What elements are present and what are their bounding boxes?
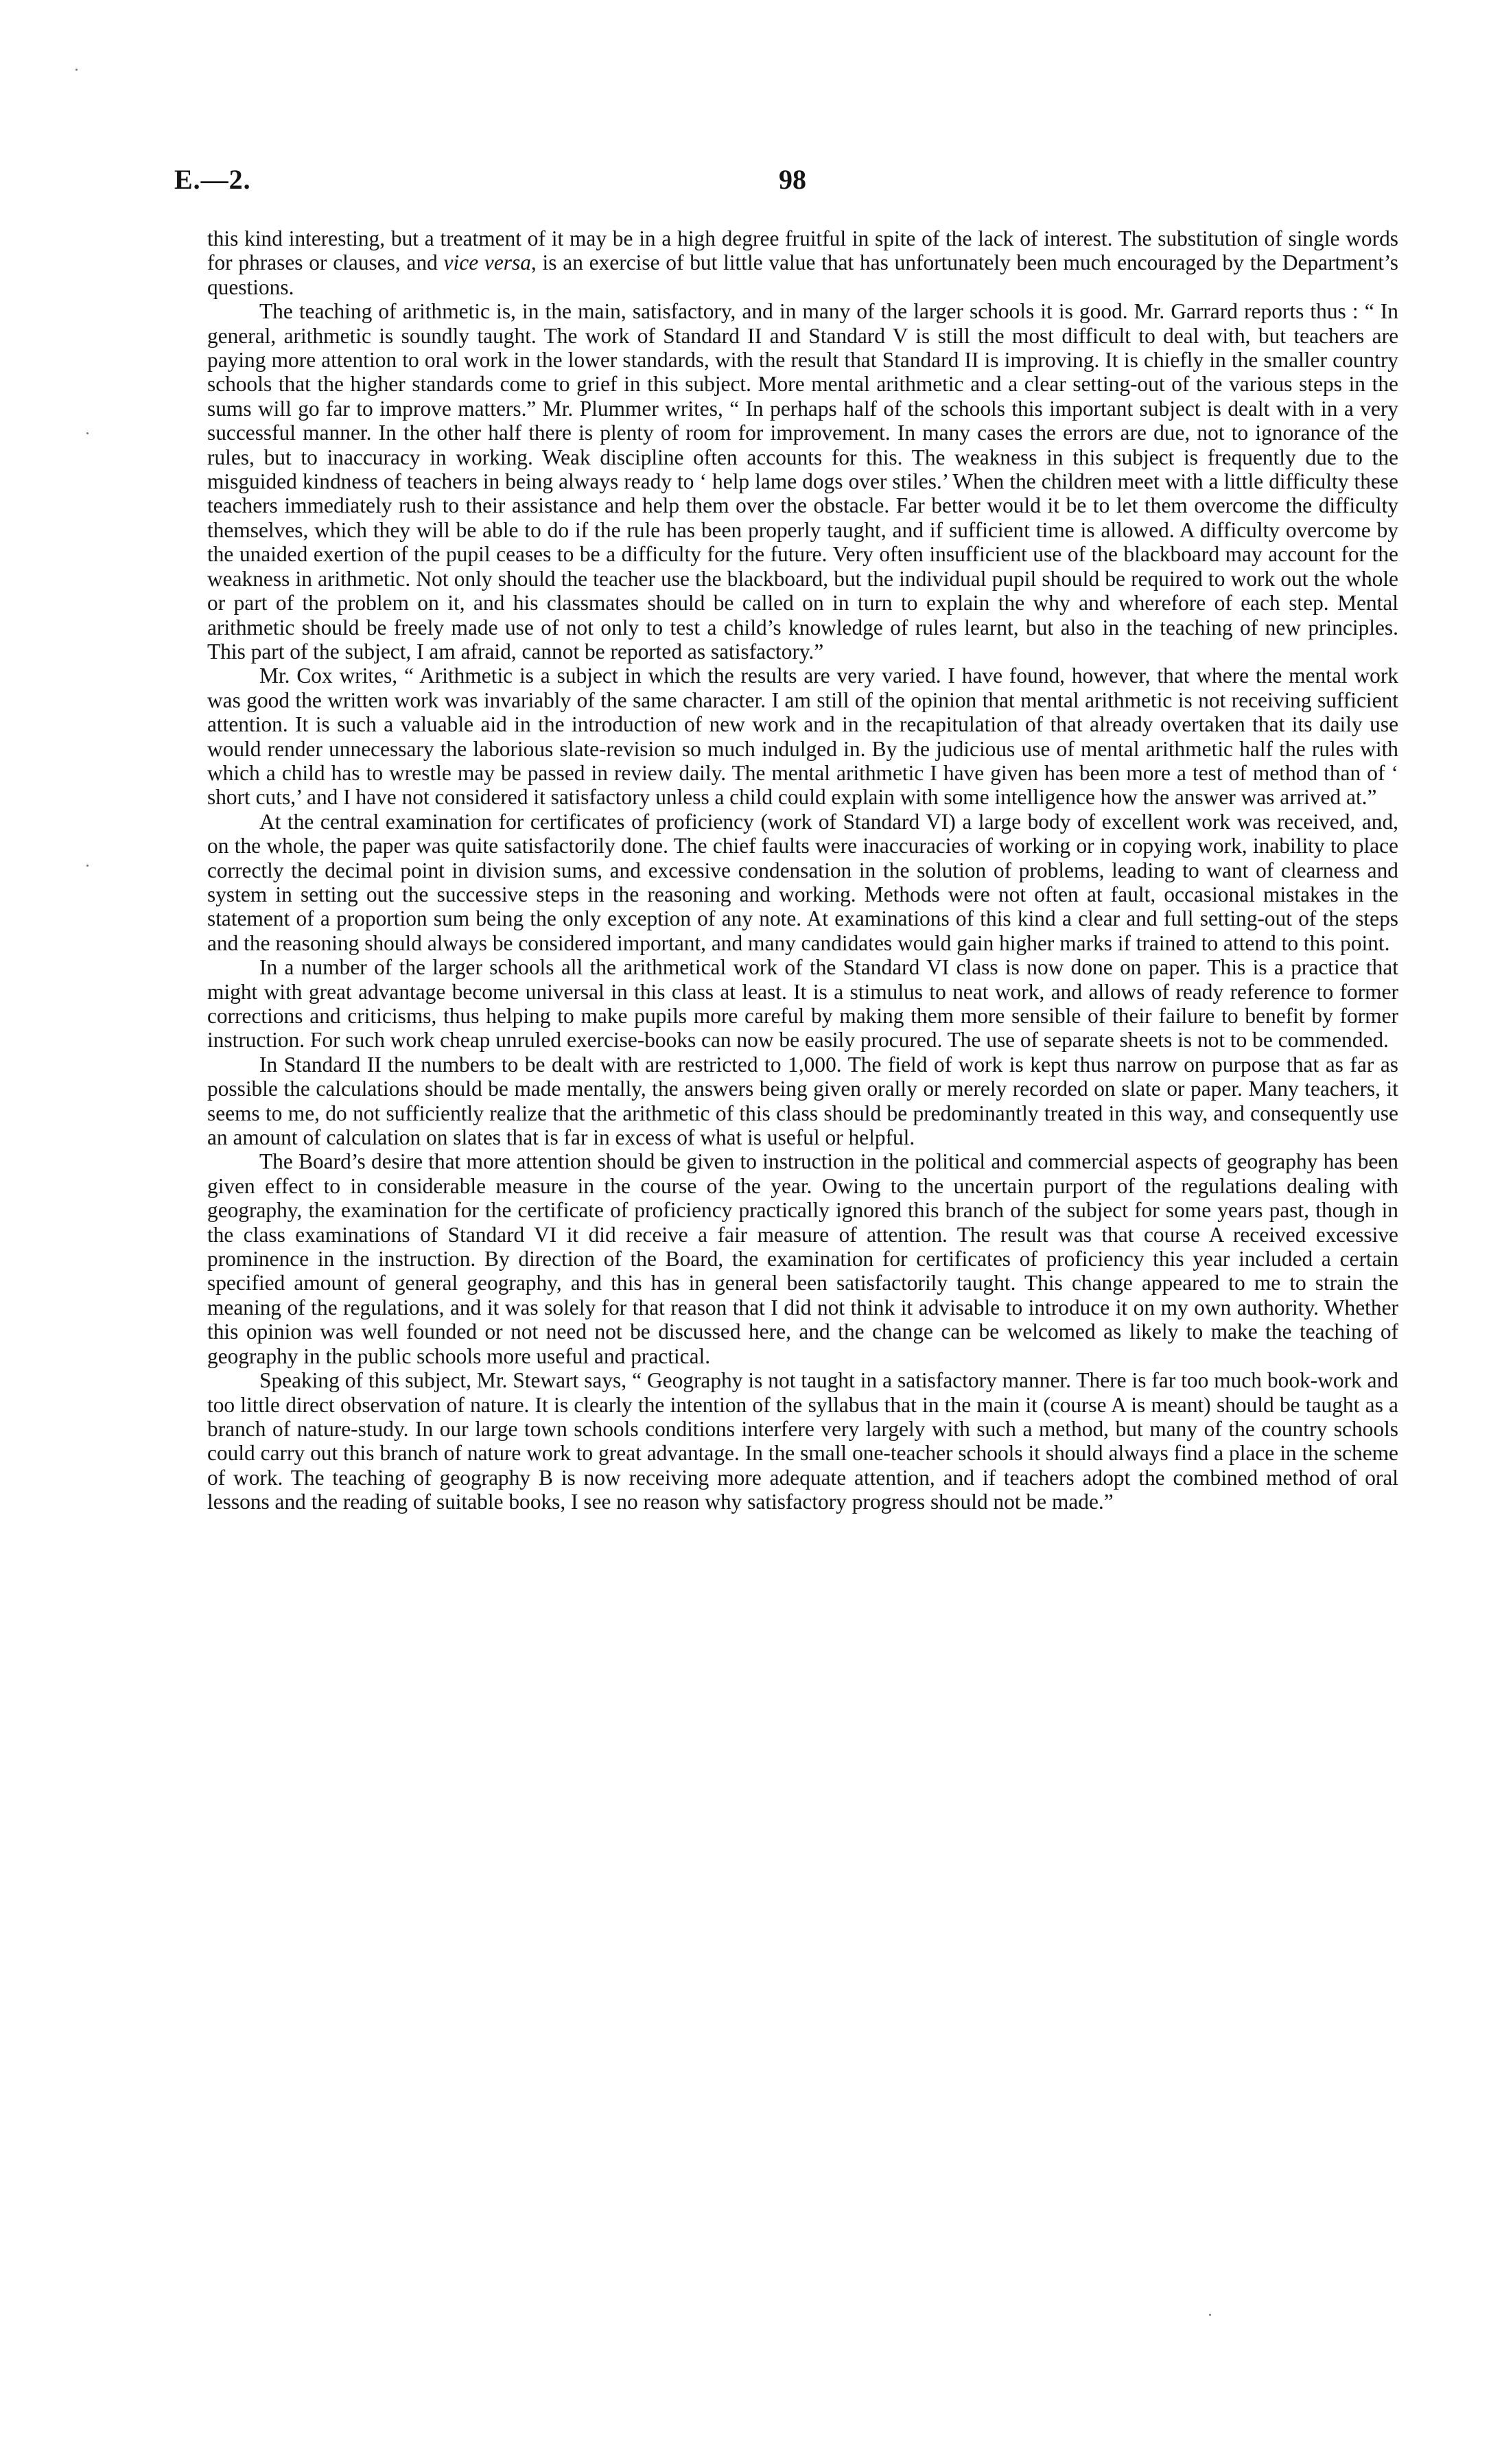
paragraph-geography-board: The Board’s desire that more attention should be given to instruction in the political and commercial aspects of geography has been given effect to in considerable measure in the course of the year. Owing to the uncertain purport of the regulations dealing with geography, the examination for the certificate of proficiency practically ignored this branch of the subject for some years past, though in the class examinations of Standard VI it did receive a fair measure of attention. The result was that course A received excessive prominence in the instruction. By direction of the Board, the examination for certificates of proficiency this year included a certain specified amount of general geography, and this has in general been satisfactorily taught. This change appeared to me to strain the meaning of the regulations, and it was solely for that reason that I did not think it advisable to introduce it on my own authority. Whether this opinion was well founded or not need not be discussed here, and the change can be welcomed as likely to make the teaching of geography in the public schools more useful and practical. bbox=[207, 1149, 1398, 1368]
paragraph-standard-vi-paper-work: In a number of the larger schools all the arithmetical work of the Standard VI class is now done on paper. This is a practice that might with great advantage become universal in this class at least. It is a stimulus to neat work, and allows of ready reference to former corrections and criticisms, thus helping to make pupils more careful by making them more sensible of their failure to benefit by former instruction. For such work cheap unruled exercise-books can now be easily procured. The use of separate sheets is not to be commended. bbox=[207, 955, 1398, 1053]
series-code: E.—2. bbox=[174, 164, 251, 195]
scan-speck bbox=[1209, 2314, 1211, 2316]
paragraph-arithmetic-reports: The teaching of arithmetic is, in the main, satisfactory, and in many of the larger schools it is good. Mr. Garrard reports thus : “ In general, arithmetic is soundly taught. The work of Standard II and Standard V is still the most difficult to deal with, but teachers are paying more attention to oral work in the lower standards, with the result that Standard II is improving. It is chiefly in the smaller country schools that the higher standards come to grief in this subject. More mental arithmetic and a clear setting-out of the various steps in the sums will go far to improve matters.” Mr. Plummer writes, “ In perhaps half of the schools this important subject is dealt with in a very successful manner. In the other half there is plenty of room for improvement. In many cases the errors are due, not to ignorance of the rules, but to inaccuracy in working. Weak discipline often accounts for this. The weakness in this subject is frequently due to the misguided kindness of teachers in being always ready to ‘ help lame dogs over stiles.’ When the children meet with a little difficulty these teachers immediately rush to their assistance and help them over the obstacle. Far better would it be to let them overcome the difficulty themselves, which they will be able to do if the rule has been properly taught, and if sufficient time is allowed. A difficulty overcome by the unaided exertion of the pupil ceases to be a difficulty for the future. Very often insufficient use of the blackboard may account for the weakness in arithmetic. Not only should the teacher use the blackboard, but the individual pupil should be required to work out the whole or part of the problem on it, and his classmates should be called on in turn to explain the why and wherefore of each step. Mental arithmetic should be freely made use of not only to test a child’s knowledge of rules learnt, but also in the teaching of new principles. This part of the subject, I am afraid, cannot be reported as satisfactory.” bbox=[207, 299, 1398, 664]
paragraph-standard-ii-numbers: In Standard II the numbers to be dealt with are restricted to 1,000. The field of work is kept thus narrow on purpose that as far as possible the calculations should be made mentally, the answers being given orally or merely recorded on slate or paper. Many teachers, it seems to me, do not sufficiently realize that the arithmetic of this class should be predominantly treated in this way, and consequently use an amount of calculation on slates that is far in excess of what is useful or helpful. bbox=[207, 1052, 1398, 1150]
paragraph-continued-literacy: this kind interesting, but a treatment of it may be in a high degree fruitful in spite of the lack of interest. The substitution of single words for phrases or clauses, and vice versa, is an exercise of but little value that has unfortunately been much encouraged by the Department’s questions. bbox=[207, 226, 1398, 299]
body-text bbox=[207, 226, 1398, 1514]
page-number: 98 bbox=[779, 164, 806, 195]
paragraph-proficiency-examination: At the central examination for certificates of proficiency (work of Standard VI) a large body of excellent work was received, and, on the whole, the paper was quite satisfactorily done. The chief faults were inaccuracies of working or in copying work, inability to place correctly the decimal point in division sums, and excessive condensation in the solution of problems, leading to want of clearness and system in setting out the successive steps in the reasoning and working. Methods were not often at fault, occasional mistakes in the statement of a proportion sum being the only exception of any note. At examinations of this kind a clear and full setting-out of the steps and the reasoning should always be considered important, and many candidates would gain higher marks if trained to attend to this point. bbox=[207, 809, 1398, 955]
paragraph-stewart-geography: Speaking of this subject, Mr. Stewart says, “ Geography is not taught in a satisfactory manner. There is far too much book-work and too little direct observation of nature. It is clearly the intention of the syllabus that in the main it (course A is meant) should be taught as a branch of nature-study. In our large town schools conditions interfere very largely with such a method, but many of the country schools could carry out this branch of nature work to great advantage. In the small one-teacher schools it should always find a place in the scheme of work. The teaching of geography B is now receiving more adequate attention, and if teachers adopt the combined method of oral lessons and the reading of suitable books, I see no reason why satisfactory progress should not be made.” bbox=[207, 1368, 1398, 1514]
paragraph-cox-arithmetic: Mr. Cox writes, “ Arithmetic is a subject in which the results are very varied. I have found, however, that where the mental work was good the written work was invariably of the same character. I am still of the opinion that mental arithmetic is not receiving sufficient attention. It is such a valuable aid in the introduction of new work and in the recapitulation of that already overtaken that its daily use would render unnecessary the laborious slate-revision so much indulged in. By the judicious use of mental arithmetic half the rules with which a child has to wrestle may be passed in review daily. The mental arithmetic I have given has been more a test of method than of ‘ short cuts,’ and I have not considered it satisfactory unless a child could explain with some intelligence how the answer was arrived at.” bbox=[207, 664, 1398, 810]
scan-speck bbox=[86, 432, 89, 434]
scan-speck bbox=[75, 69, 78, 71]
scan-speck bbox=[86, 865, 89, 867]
running-head bbox=[0, 163, 1491, 204]
